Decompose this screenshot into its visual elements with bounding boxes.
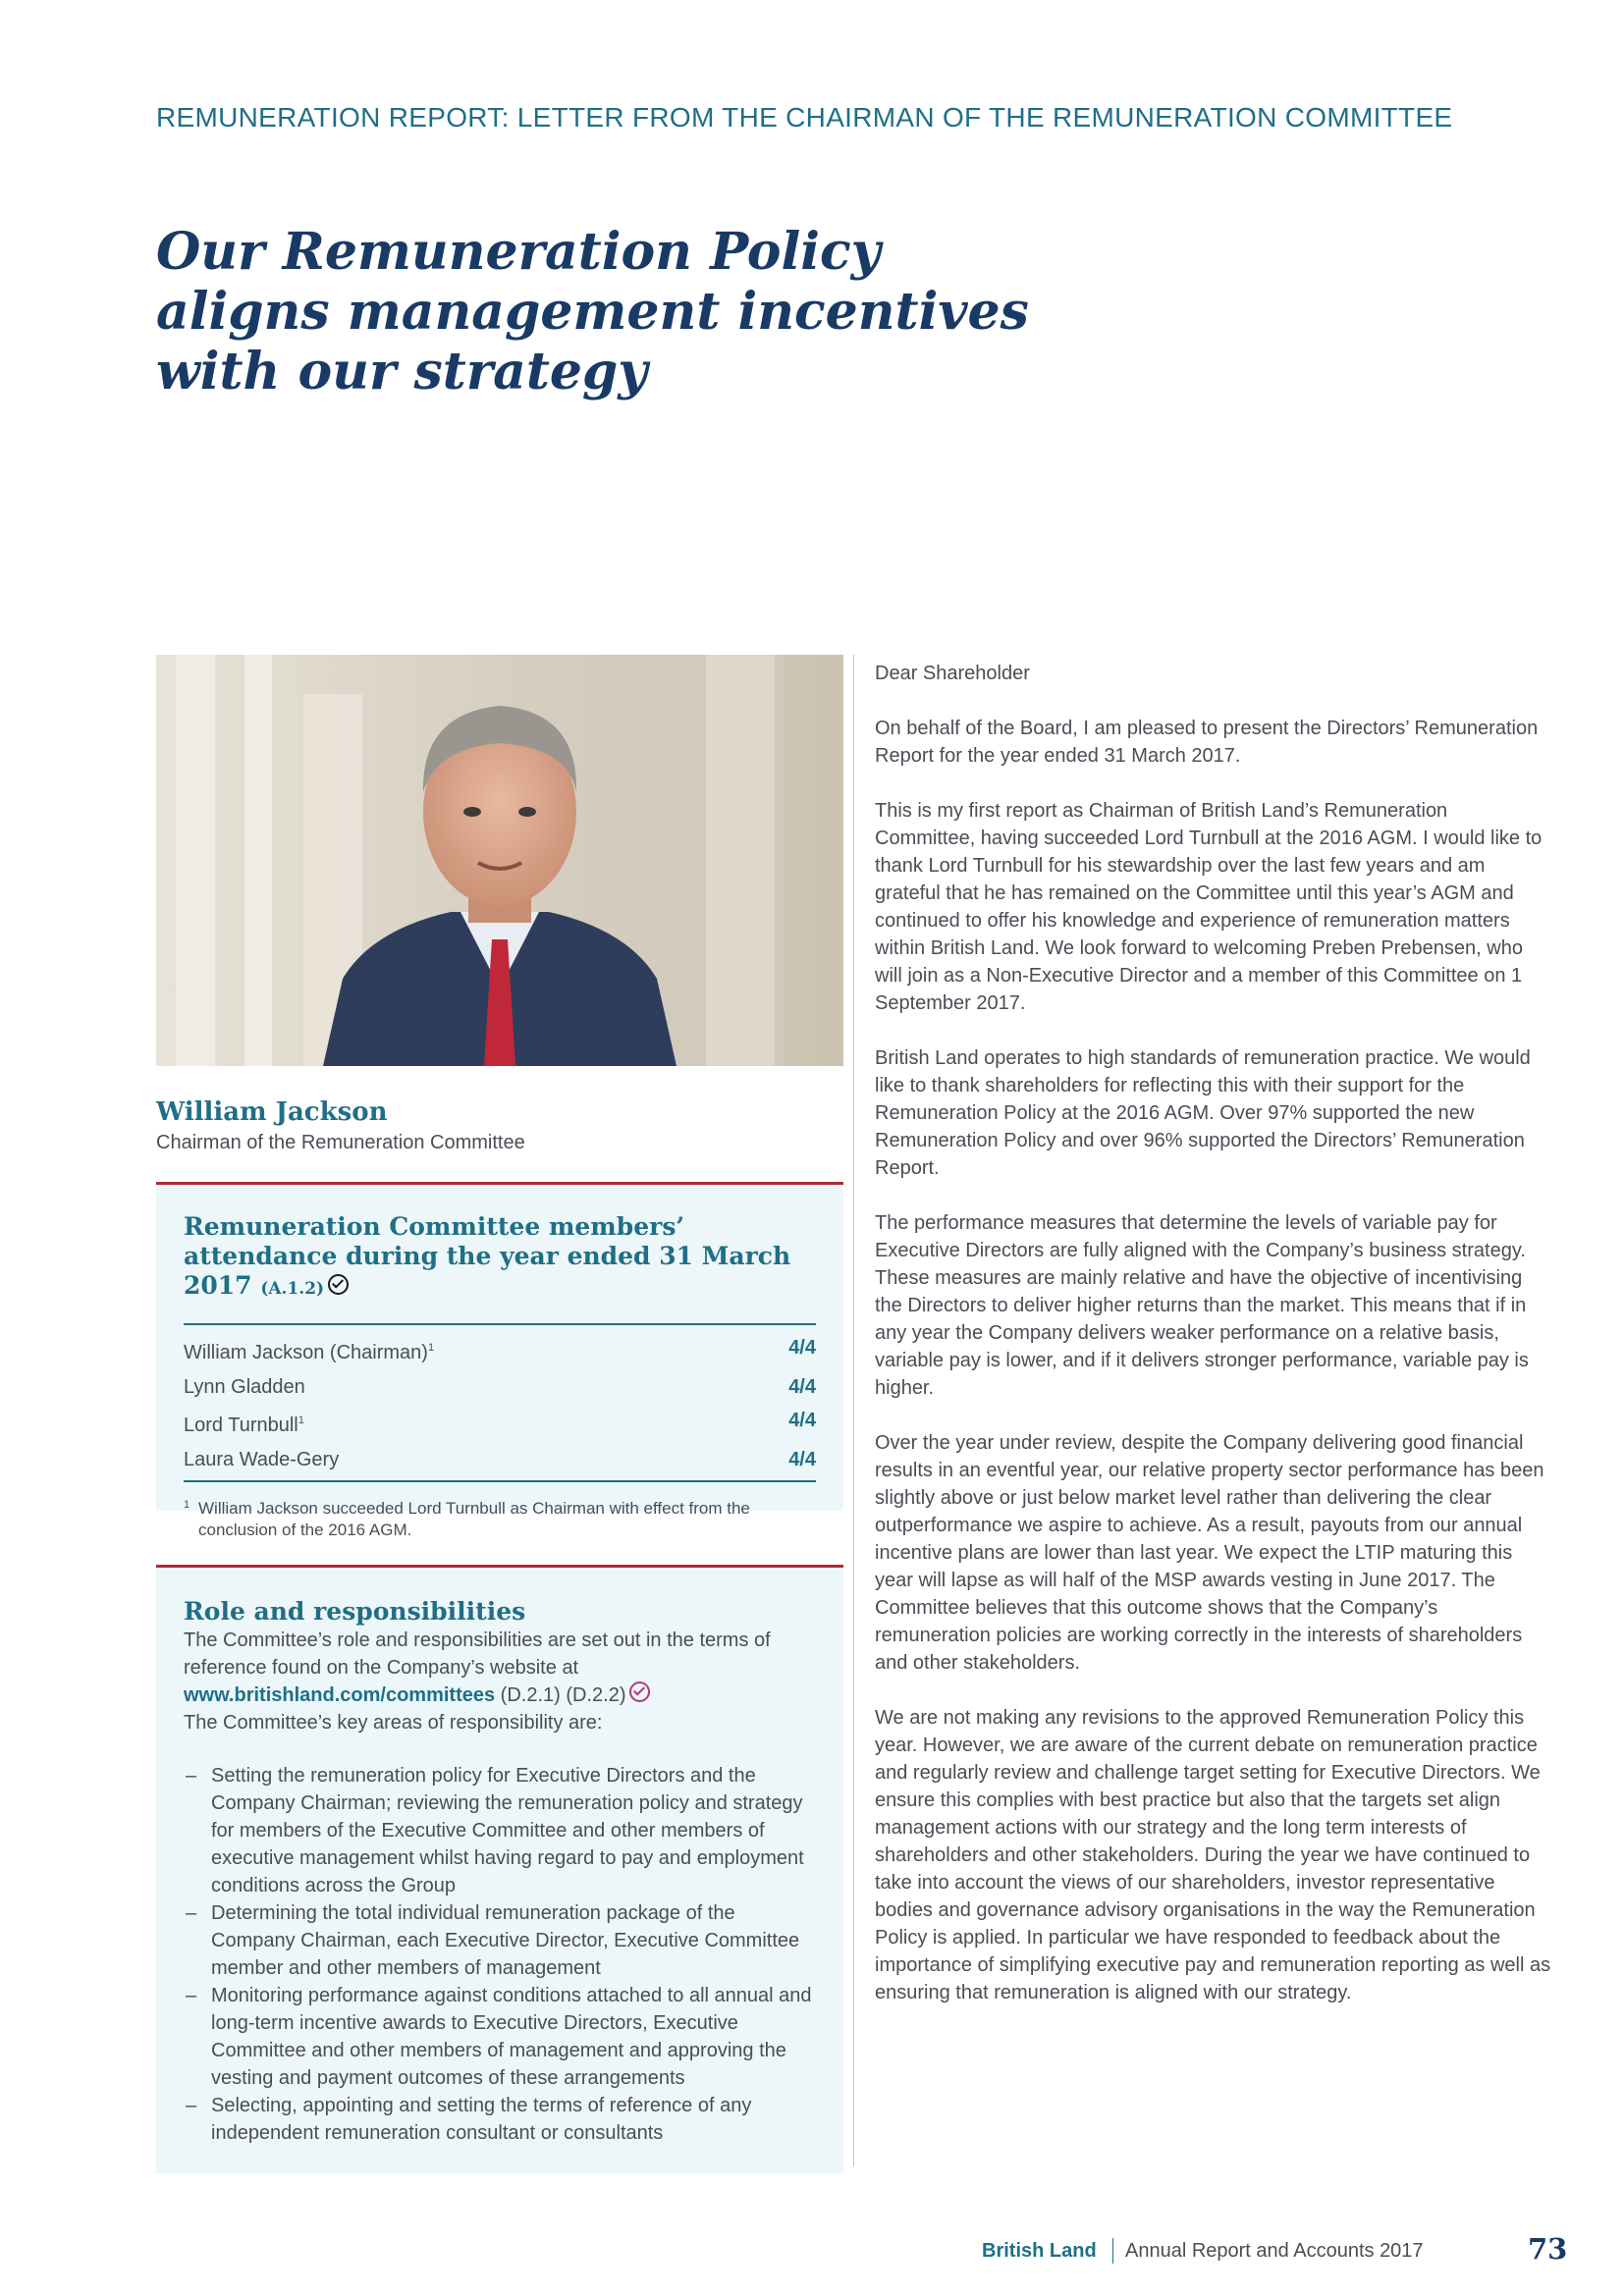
table-row xyxy=(184,1331,816,1370)
page-number: 73 xyxy=(1528,2232,1568,2266)
author-role: Chairman of the Remuneration Committee xyxy=(156,1132,525,1153)
attendance-value: 4/4 xyxy=(788,1448,816,1470)
list-item: – Selecting, appointing and setting the terms of reference of any independent remuneration consultant or consultants xyxy=(184,2092,816,2147)
attendance-title xyxy=(184,1212,816,1304)
list-item: – Monitoring performance against conditions attached to all annual and long-term incentive awards to Executive Directors, Executive Committee and other members of management and approving the vesting and payment outcomes of these arrangements xyxy=(184,1982,816,2092)
title-line-2: aligns management incentives xyxy=(156,282,1029,342)
role-panel xyxy=(156,1565,843,2173)
attendance-ref: (A.1.2) xyxy=(260,1279,325,1299)
table-row xyxy=(184,1370,816,1405)
committees-link[interactable]: www.britishland.com/committees xyxy=(184,1684,496,1706)
check-circle-icon xyxy=(328,1274,349,1295)
footnote-text: William Jackson succeeded Lord Turnbull as Chairman with effect from the conclusion of the 2016 AGM. xyxy=(198,1499,750,1539)
footer-title: Annual Report and Accounts 2017 xyxy=(1125,2240,1424,2262)
author-name: William Jackson xyxy=(156,1097,388,1127)
role-title: Role and responsibilities xyxy=(184,1597,526,1626)
footer-separator xyxy=(1112,2238,1113,2264)
section-header: REMUNERATION REPORT: LETTER FROM THE CHAIRMAN OF THE REMUNERATION COMMITTEE xyxy=(156,102,1453,133)
list-item: – Determining the total individual remuneration package of the Company Chairman, each Executive Director, Executive Committee member and other members of management xyxy=(184,1899,816,1982)
member-name: Lynn Gladden xyxy=(184,1375,305,1398)
page-title xyxy=(156,222,1029,401)
attendance-value: 4/4 xyxy=(788,1375,816,1398)
title-line-3: with our strategy xyxy=(156,342,648,401)
attendance-table xyxy=(184,1323,816,1482)
responsibility-list xyxy=(184,1762,816,2147)
chairman-letter xyxy=(875,660,1552,2034)
role-refs: (D.2.1) (D.2.2) xyxy=(500,1684,626,1706)
check-circle-icon xyxy=(629,1682,650,1702)
letter-paragraph: On behalf of the Board, I am pleased to present the Directors’ Remuneration Report for the year ended 31 March 2017. xyxy=(875,718,1539,767)
footnote-mark: 1 xyxy=(184,1499,190,1511)
role-key-areas: The Committee’s key areas of responsibility are: xyxy=(184,1712,603,1734)
author-block xyxy=(156,1096,834,1155)
letter-paragraph: This is my first report as Chairman of British Land’s Remuneration Committee, having succeeded Lord Turnbull at the 2016 AGM. I would like to thank Lord Turnbull for his stewardship over the last few years and am grateful that he has remained on the Committee until this year’s AGM and continued to offer his knowledge and experience of remuneration matters within British Land. We look forward to welcoming Preben Prebensen, who will join as a Non-Executive Director and a member of this Committee on 1 September 2017. xyxy=(875,800,1543,1014)
attendance-value: 4/4 xyxy=(788,1410,816,1431)
letter-paragraph: Over the year under review, despite the Company delivering good financial results in an eventful year, our relative property sector performance has been slightly above or just below market level rather than delivering the clear outperformance we aspire to achieve. As a result, payouts from our annual incentive plans are lower than last year. We expect the LTIP maturing this year will lapse as will half of the MSP awards vesting in June 2017. The Committee believes that this outcome shows that the Company’s remuneration policies are working correctly in the interests of shareholders and other stakeholders. xyxy=(875,1432,1544,1674)
letter-paragraph: The performance measures that determine the levels of variable pay for Executive Directors are fully aligned with the Company’s business strategy. These measures are mainly relative and have the objective of incentivising the Directors to deliver higher returns than the market. This means that if in any year the Company delivers weaker performance on a relative basis, variable pay is lower, and if it delivers stronger performance, variable pay is higher. xyxy=(875,1212,1529,1399)
member-name: Lord Turnbull$^1$ xyxy=(184,1415,304,1436)
title-line-1: Our Remuneration Policy xyxy=(156,222,881,282)
member-name: Laura Wade-Gery xyxy=(184,1448,340,1470)
member-name: William Jackson (Chairman)$^1$ xyxy=(184,1342,435,1363)
role-intro: The Committee’s role and responsibilities are set out in the terms of reference found on the Company’s website at www.britishland.com/committees (D.2.1) (D.2.2) xyxy=(184,1629,771,1706)
table-row xyxy=(184,1443,816,1477)
table-row xyxy=(184,1404,816,1443)
chairman-portrait xyxy=(156,655,843,1066)
list-item: – Setting the remuneration policy for Executive Directors and the Company Chairman; reviewing the remuneration policy and strategy for members of the Executive Committee and other members of executive management whilst having regard to pay and employment conditions across the Group xyxy=(184,1762,816,1899)
attendance-value: 4/4 xyxy=(788,1337,816,1359)
attendance-panel xyxy=(156,1182,843,1539)
attendance-footnote xyxy=(184,1498,816,1541)
letter-salutation: Dear Shareholder xyxy=(875,663,1030,684)
attendance-title-text: Remuneration Committee members’ attendance during the year ended 31 March 2017 xyxy=(184,1212,791,1300)
letter-paragraph: British Land operates to high standards of remuneration practice. We would like to thank shareholders for reflecting this with their support for the Remuneration Policy at the 2016 AGM. Over 97% supported the new Remuneration Policy and over 96% supported the Directors’ Remuneration Report. xyxy=(875,1047,1531,1179)
column-divider xyxy=(853,655,854,2166)
letter-paragraph: We are not making any revisions to the approved Remuneration Policy this year. However, we are aware of the current debate on remuneration practice and regularly review and challenge target setting for Executive Directors. We ensure this complies with best practice but also that the targets set align management actions with our strategy and the long term interests of shareholders and other stakeholders. During the year we have continued to take into account the views of our shareholders, investor representative bodies and governance advisory organisations in the way the Remuneration Policy is applied. In particular we have responded to feedback about the importance of simplifying executive pay and remuneration reporting as well as ensuring that remuneration is aligned with our strategy. xyxy=(875,1707,1551,2003)
portrait-illustration xyxy=(156,655,843,1066)
footer-brand: British Land xyxy=(982,2240,1097,2262)
page-footer xyxy=(982,2232,1571,2271)
